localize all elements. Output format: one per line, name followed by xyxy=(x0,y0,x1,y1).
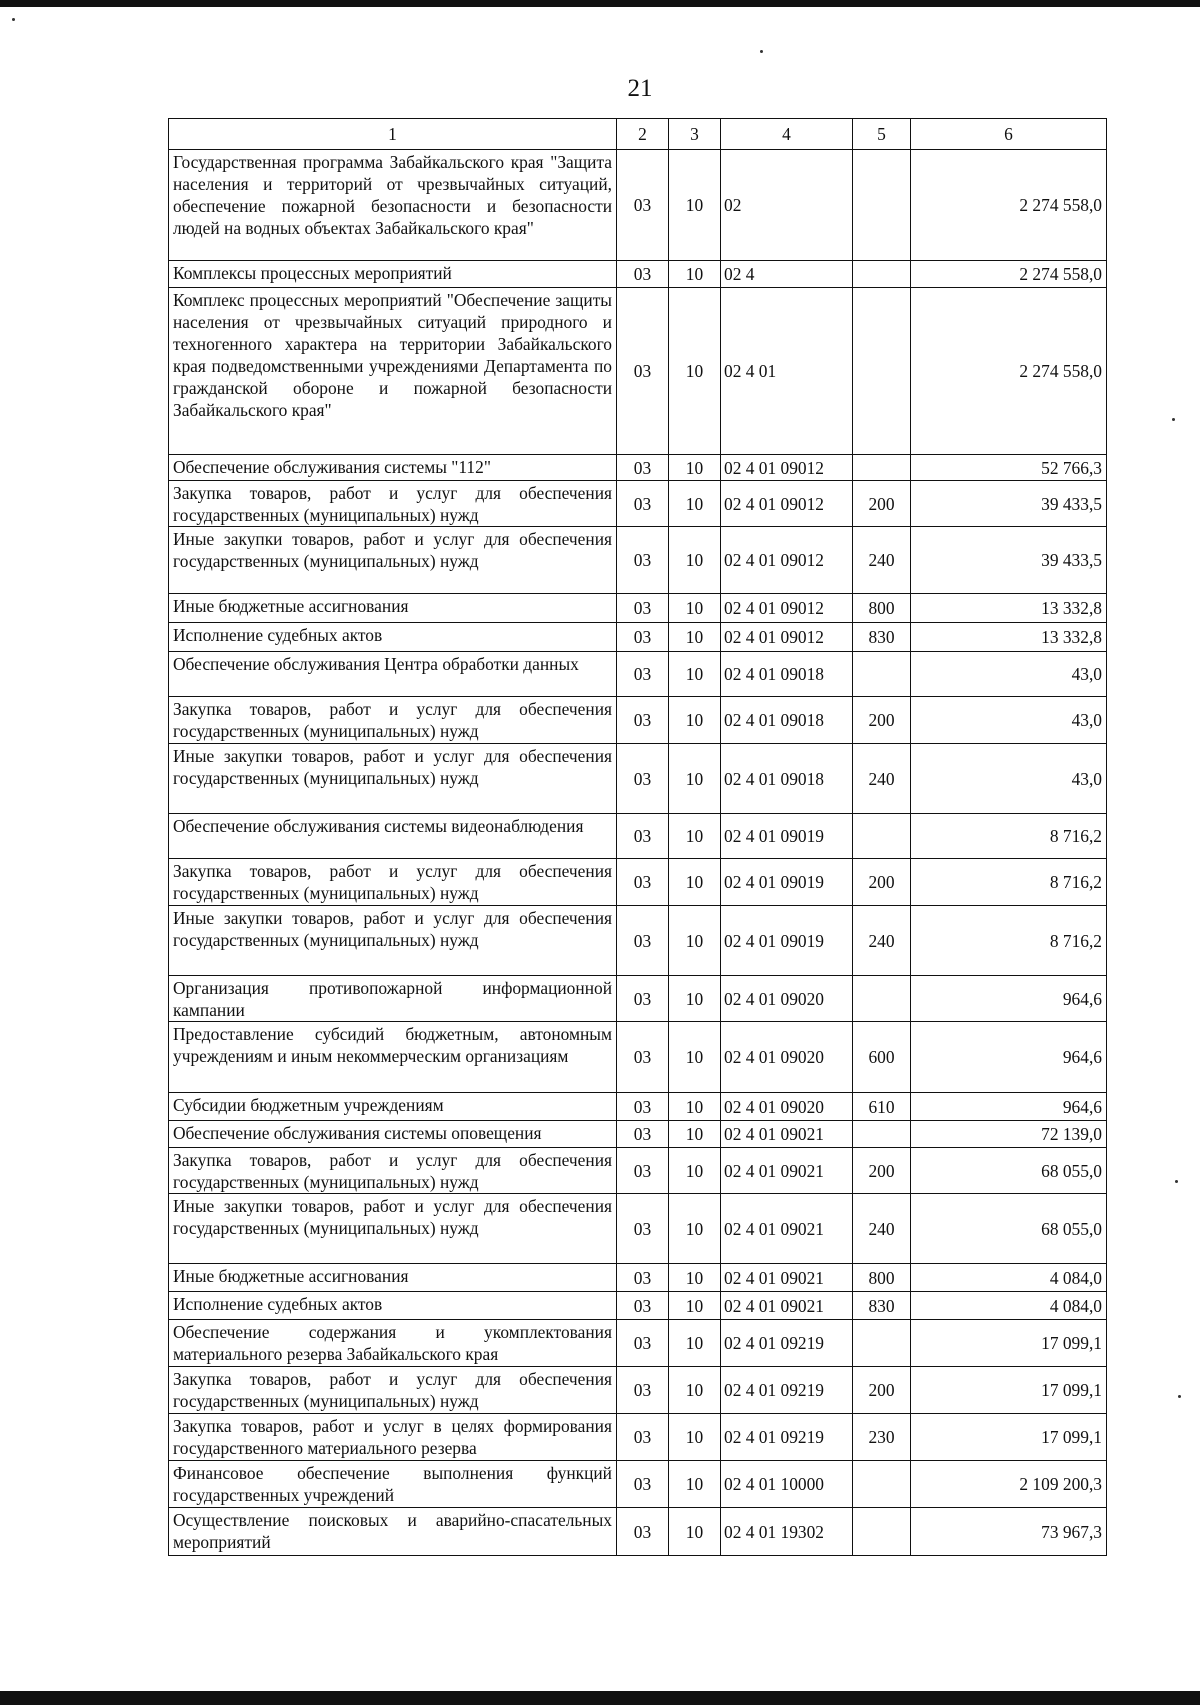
cell-section: 03 xyxy=(617,906,669,976)
cell-amount: 39 433,5 xyxy=(911,481,1107,527)
cell-expense-type xyxy=(853,814,911,859)
cell-expense-type: 830 xyxy=(853,623,911,652)
cell-amount: 8 716,2 xyxy=(911,859,1107,906)
cell-name: Закупка товаров, работ и услуг для обеспечения государственных (муниципальных) нужд xyxy=(169,1367,617,1414)
cell-subsection: 10 xyxy=(669,906,721,976)
table-row xyxy=(169,1320,1107,1367)
cell-name: Закупка товаров, работ и услуг в целях формирования государственного материального резерва xyxy=(169,1414,617,1461)
cell-expense-type xyxy=(853,1461,911,1508)
column-header-3: 3 xyxy=(669,119,721,150)
cell-target-article: 02 4 xyxy=(721,261,853,288)
cell-expense-type xyxy=(853,1508,911,1556)
scan-bottom-edge xyxy=(0,1691,1200,1705)
cell-subsection: 10 xyxy=(669,1264,721,1292)
cell-target-article: 02 4 01 09020 xyxy=(721,1022,853,1093)
cell-target-article: 02 xyxy=(721,150,853,261)
cell-subsection: 10 xyxy=(669,288,721,455)
cell-target-article: 02 4 01 19302 xyxy=(721,1508,853,1556)
cell-section: 03 xyxy=(617,150,669,261)
scan-speck xyxy=(1172,418,1175,421)
table-row xyxy=(169,1093,1107,1121)
cell-expense-type xyxy=(853,652,911,697)
cell-expense-type xyxy=(853,976,911,1022)
cell-target-article: 02 4 01 xyxy=(721,288,853,455)
cell-expense-type: 610 xyxy=(853,1093,911,1121)
table-row xyxy=(169,1194,1107,1264)
cell-section: 03 xyxy=(617,1022,669,1093)
table-row xyxy=(169,859,1107,906)
column-header-1: 1 xyxy=(169,119,617,150)
cell-subsection: 10 xyxy=(669,481,721,527)
cell-section: 03 xyxy=(617,1121,669,1148)
cell-section: 03 xyxy=(617,814,669,859)
cell-amount: 43,0 xyxy=(911,697,1107,744)
cell-target-article: 02 4 01 09219 xyxy=(721,1320,853,1367)
cell-expense-type: 830 xyxy=(853,1292,911,1320)
page-number: 21 xyxy=(627,75,653,102)
cell-target-article: 02 4 01 09219 xyxy=(721,1367,853,1414)
cell-target-article: 02 4 01 09020 xyxy=(721,976,853,1022)
cell-target-article: 02 4 01 09021 xyxy=(721,1292,853,1320)
cell-target-article: 02 4 01 09012 xyxy=(721,527,853,594)
cell-name: Предоставление субсидий бюджетным, автономным учреждениям и иным некоммерческим организациям xyxy=(169,1022,617,1093)
table-row xyxy=(169,455,1107,481)
cell-expense-type: 200 xyxy=(853,481,911,527)
table-body xyxy=(169,150,1107,1556)
cell-expense-type xyxy=(853,1320,911,1367)
cell-amount: 68 055,0 xyxy=(911,1194,1107,1264)
table-row xyxy=(169,1292,1107,1320)
table-row xyxy=(169,976,1107,1022)
cell-name: Иные закупки товаров, работ и услуг для обеспечения государственных (муниципальных) нужд xyxy=(169,527,617,594)
cell-name: Закупка товаров, работ и услуг для обеспечения государственных (муниципальных) нужд xyxy=(169,697,617,744)
cell-expense-type: 200 xyxy=(853,1367,911,1414)
cell-expense-type: 240 xyxy=(853,744,911,814)
cell-target-article: 02 4 01 09012 xyxy=(721,481,853,527)
cell-name: Обеспечение обслуживания системы видеонаблюдения xyxy=(169,814,617,859)
cell-name: Обеспечение обслуживания системы "112" xyxy=(169,455,617,481)
cell-expense-type: 800 xyxy=(853,594,911,623)
cell-section: 03 xyxy=(617,1292,669,1320)
cell-name: Государственная программа Забайкальского края "Защита населения и территорий от чрезвычайных ситуаций, обеспечение пожарной безопасности и безопасности людей на водных объектах Забайкальского края" xyxy=(169,150,617,261)
cell-expense-type xyxy=(853,261,911,288)
cell-name: Закупка товаров, работ и услуг для обеспечения государственных (муниципальных) нужд xyxy=(169,1148,617,1194)
cell-name: Исполнение судебных актов xyxy=(169,623,617,652)
cell-amount: 2 274 558,0 xyxy=(911,150,1107,261)
scan-speck xyxy=(760,50,763,53)
cell-name: Иные бюджетные ассигнования xyxy=(169,594,617,623)
cell-name: Иные бюджетные ассигнования xyxy=(169,1264,617,1292)
table-row xyxy=(169,623,1107,652)
table-row xyxy=(169,1121,1107,1148)
cell-amount: 964,6 xyxy=(911,976,1107,1022)
cell-expense-type: 200 xyxy=(853,697,911,744)
cell-subsection: 10 xyxy=(669,697,721,744)
cell-target-article: 02 4 01 09021 xyxy=(721,1148,853,1194)
cell-subsection: 10 xyxy=(669,1320,721,1367)
table-row xyxy=(169,594,1107,623)
cell-expense-type: 240 xyxy=(853,906,911,976)
cell-amount: 2 109 200,3 xyxy=(911,1461,1107,1508)
table-row xyxy=(169,1022,1107,1093)
table-row xyxy=(169,1148,1107,1194)
scan-speck xyxy=(1178,1395,1181,1398)
cell-target-article: 02 4 01 09021 xyxy=(721,1121,853,1148)
table-row xyxy=(169,1508,1107,1556)
column-header-6: 6 xyxy=(911,119,1107,150)
cell-section: 03 xyxy=(617,594,669,623)
cell-name: Закупка товаров, работ и услуг для обеспечения государственных (муниципальных) нужд xyxy=(169,481,617,527)
cell-subsection: 10 xyxy=(669,594,721,623)
cell-expense-type: 240 xyxy=(853,1194,911,1264)
cell-expense-type: 800 xyxy=(853,1264,911,1292)
cell-name: Обеспечение содержания и укомплектования материального резерва Забайкальского края xyxy=(169,1320,617,1367)
cell-name: Организация противопожарной информационной кампании xyxy=(169,976,617,1022)
cell-expense-type: 600 xyxy=(853,1022,911,1093)
cell-subsection: 10 xyxy=(669,1148,721,1194)
cell-amount: 13 332,8 xyxy=(911,623,1107,652)
budget-table xyxy=(168,118,1107,1556)
cell-section: 03 xyxy=(617,481,669,527)
scan-speck xyxy=(1175,1180,1178,1183)
cell-section: 03 xyxy=(617,744,669,814)
cell-target-article: 02 4 01 09012 xyxy=(721,594,853,623)
cell-subsection: 10 xyxy=(669,1194,721,1264)
cell-subsection: 10 xyxy=(669,455,721,481)
cell-target-article: 02 4 01 09012 xyxy=(721,455,853,481)
cell-expense-type xyxy=(853,1121,911,1148)
cell-section: 03 xyxy=(617,1461,669,1508)
cell-amount: 964,6 xyxy=(911,1093,1107,1121)
cell-subsection: 10 xyxy=(669,261,721,288)
cell-subsection: 10 xyxy=(669,1414,721,1461)
cell-name: Иные закупки товаров, работ и услуг для обеспечения государственных (муниципальных) нужд xyxy=(169,744,617,814)
cell-section: 03 xyxy=(617,1320,669,1367)
table-row xyxy=(169,906,1107,976)
cell-target-article: 02 4 01 09019 xyxy=(721,814,853,859)
cell-subsection: 10 xyxy=(669,859,721,906)
cell-expense-type: 240 xyxy=(853,527,911,594)
cell-target-article: 02 4 01 09018 xyxy=(721,697,853,744)
cell-name: Исполнение судебных актов xyxy=(169,1292,617,1320)
table-row xyxy=(169,1414,1107,1461)
cell-amount: 2 274 558,0 xyxy=(911,261,1107,288)
cell-subsection: 10 xyxy=(669,1022,721,1093)
cell-amount: 43,0 xyxy=(911,652,1107,697)
table-row xyxy=(169,1367,1107,1414)
cell-expense-type: 200 xyxy=(853,1148,911,1194)
cell-subsection: 10 xyxy=(669,652,721,697)
table-row xyxy=(169,652,1107,697)
cell-subsection: 10 xyxy=(669,744,721,814)
table-row xyxy=(169,288,1107,455)
cell-amount: 72 139,0 xyxy=(911,1121,1107,1148)
cell-section: 03 xyxy=(617,623,669,652)
column-header-2: 2 xyxy=(617,119,669,150)
cell-amount: 73 967,3 xyxy=(911,1508,1107,1556)
cell-subsection: 10 xyxy=(669,1367,721,1414)
cell-section: 03 xyxy=(617,261,669,288)
cell-name: Иные закупки товаров, работ и услуг для обеспечения государственных (муниципальных) нужд xyxy=(169,1194,617,1264)
cell-subsection: 10 xyxy=(669,527,721,594)
cell-expense-type xyxy=(853,455,911,481)
cell-section: 03 xyxy=(617,652,669,697)
cell-target-article: 02 4 01 09019 xyxy=(721,906,853,976)
cell-amount: 17 099,1 xyxy=(911,1414,1107,1461)
cell-section: 03 xyxy=(617,1367,669,1414)
table-row xyxy=(169,814,1107,859)
cell-expense-type xyxy=(853,150,911,261)
cell-subsection: 10 xyxy=(669,1508,721,1556)
cell-section: 03 xyxy=(617,859,669,906)
cell-name: Закупка товаров, работ и услуг для обеспечения государственных (муниципальных) нужд xyxy=(169,859,617,906)
cell-target-article: 02 4 01 09020 xyxy=(721,1093,853,1121)
cell-section: 03 xyxy=(617,1194,669,1264)
table-row xyxy=(169,744,1107,814)
cell-amount: 52 766,3 xyxy=(911,455,1107,481)
cell-section: 03 xyxy=(617,1414,669,1461)
table-row xyxy=(169,481,1107,527)
cell-section: 03 xyxy=(617,697,669,744)
cell-section: 03 xyxy=(617,1148,669,1194)
cell-amount: 17 099,1 xyxy=(911,1367,1107,1414)
table-row xyxy=(169,1264,1107,1292)
cell-amount: 13 332,8 xyxy=(911,594,1107,623)
cell-name: Обеспечение обслуживания системы оповещения xyxy=(169,1121,617,1148)
table-row xyxy=(169,1461,1107,1508)
cell-name: Осуществление поисковых и аварийно-спасательных мероприятий xyxy=(169,1508,617,1556)
cell-amount: 964,6 xyxy=(911,1022,1107,1093)
cell-section: 03 xyxy=(617,527,669,594)
cell-amount: 17 099,1 xyxy=(911,1320,1107,1367)
table-row xyxy=(169,697,1107,744)
cell-expense-type: 230 xyxy=(853,1414,911,1461)
scan-speck xyxy=(12,18,15,21)
cell-expense-type xyxy=(853,288,911,455)
cell-section: 03 xyxy=(617,288,669,455)
column-header-4: 4 xyxy=(721,119,853,150)
cell-amount: 8 716,2 xyxy=(911,814,1107,859)
cell-amount: 4 084,0 xyxy=(911,1264,1107,1292)
cell-target-article: 02 4 01 09021 xyxy=(721,1194,853,1264)
cell-target-article: 02 4 01 09018 xyxy=(721,652,853,697)
cell-section: 03 xyxy=(617,976,669,1022)
cell-section: 03 xyxy=(617,1508,669,1556)
cell-subsection: 10 xyxy=(669,1093,721,1121)
cell-target-article: 02 4 01 09019 xyxy=(721,859,853,906)
cell-name: Иные закупки товаров, работ и услуг для обеспечения государственных (муниципальных) нужд xyxy=(169,906,617,976)
cell-name: Субсидии бюджетным учреждениям xyxy=(169,1093,617,1121)
cell-section: 03 xyxy=(617,1093,669,1121)
cell-amount: 2 274 558,0 xyxy=(911,288,1107,455)
cell-subsection: 10 xyxy=(669,976,721,1022)
cell-target-article: 02 4 01 09018 xyxy=(721,744,853,814)
cell-amount: 4 084,0 xyxy=(911,1292,1107,1320)
cell-target-article: 02 4 01 10000 xyxy=(721,1461,853,1508)
table-row xyxy=(169,150,1107,261)
table-row xyxy=(169,261,1107,288)
cell-section: 03 xyxy=(617,455,669,481)
scan-top-edge xyxy=(0,0,1200,7)
cell-subsection: 10 xyxy=(669,814,721,859)
cell-subsection: 10 xyxy=(669,1292,721,1320)
cell-subsection: 10 xyxy=(669,150,721,261)
cell-name: Комплекс процессных мероприятий "Обеспечение защиты населения от чрезвычайных ситуаций природного и техногенного характера на территории Забайкальского края подведомственными учреждениями Департамента по гражданской обороне и пожарной безопасности Забайкальского края" xyxy=(169,288,617,455)
cell-target-article: 02 4 01 09219 xyxy=(721,1414,853,1461)
column-header-5: 5 xyxy=(853,119,911,150)
table-header-row xyxy=(169,119,1107,150)
cell-target-article: 02 4 01 09021 xyxy=(721,1264,853,1292)
cell-expense-type: 200 xyxy=(853,859,911,906)
cell-subsection: 10 xyxy=(669,1461,721,1508)
cell-amount: 8 716,2 xyxy=(911,906,1107,976)
cell-name: Комплексы процессных мероприятий xyxy=(169,261,617,288)
cell-name: Обеспечение обслуживания Центра обработки данных xyxy=(169,652,617,697)
cell-subsection: 10 xyxy=(669,1121,721,1148)
cell-amount: 68 055,0 xyxy=(911,1148,1107,1194)
cell-target-article: 02 4 01 09012 xyxy=(721,623,853,652)
cell-subsection: 10 xyxy=(669,623,721,652)
cell-amount: 43,0 xyxy=(911,744,1107,814)
cell-section: 03 xyxy=(617,1264,669,1292)
table-row xyxy=(169,527,1107,594)
cell-name: Финансовое обеспечение выполнения функций государственных учреждений xyxy=(169,1461,617,1508)
cell-amount: 39 433,5 xyxy=(911,527,1107,594)
